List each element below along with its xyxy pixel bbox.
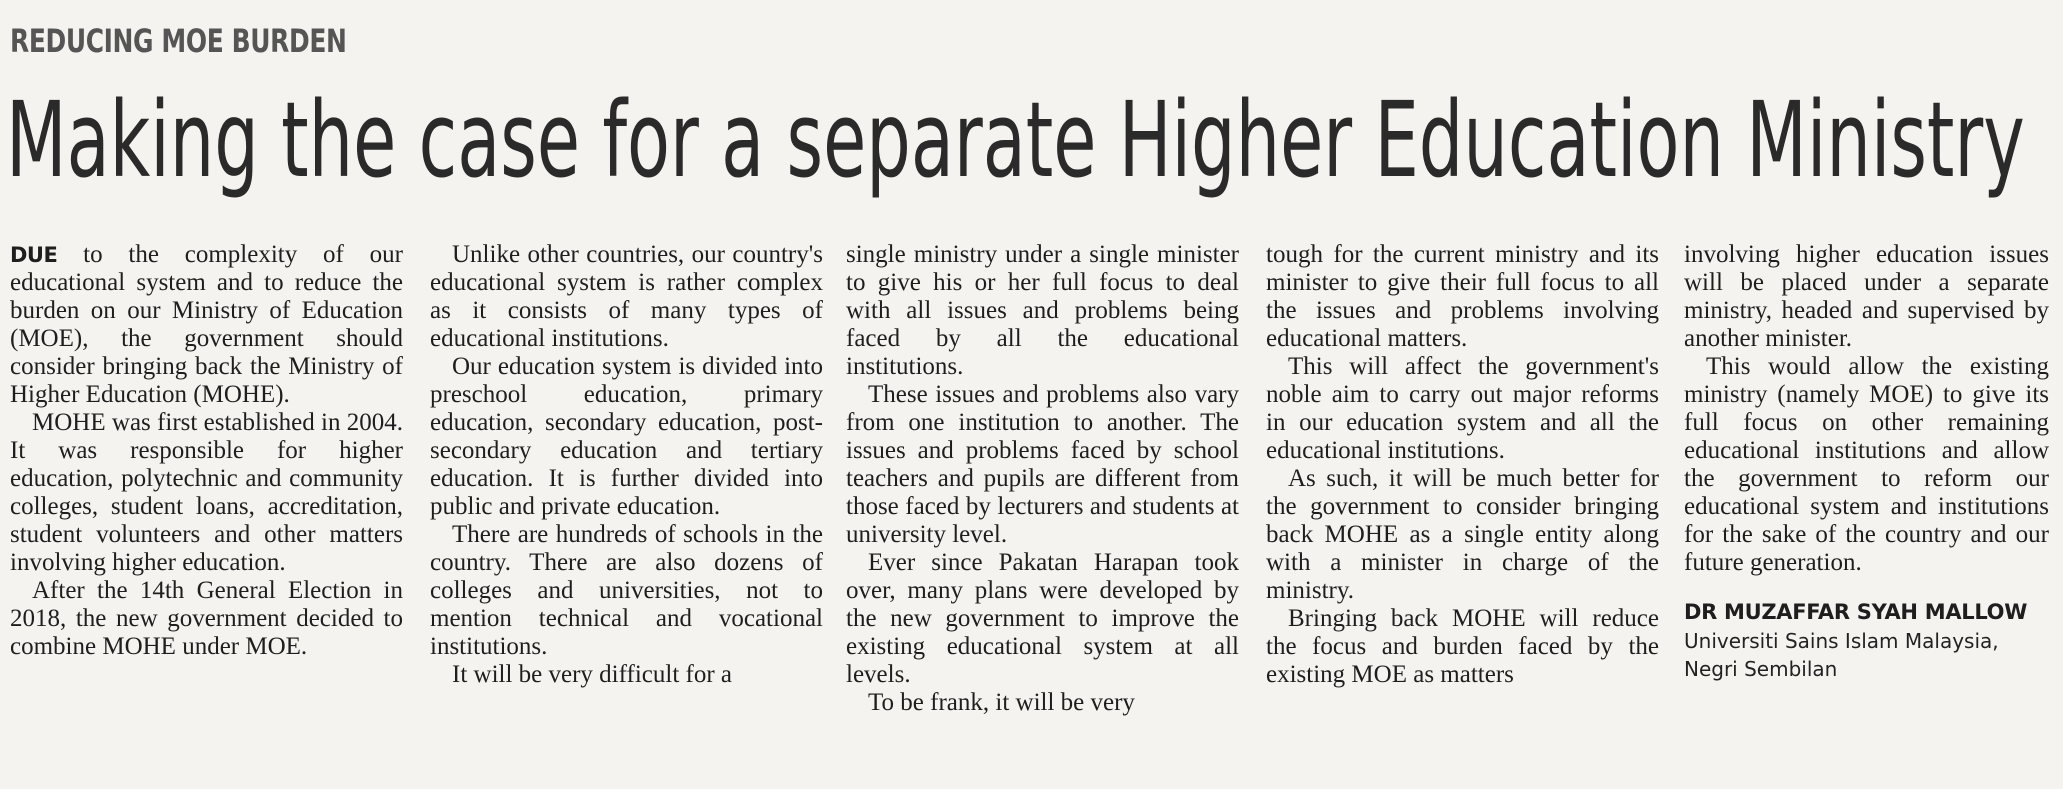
paragraph: It will be very difficult for a: [452, 661, 733, 688]
paragraph: These issues and problems also vary from one institution to another. The issues and problems faced by school teachers and pupils are different from those faced by lecturers and students at university level.: [846, 381, 1239, 548]
article-column-4: [1266, 241, 1659, 689]
byline-author: DR MUZAFFAR SYAH MALLOW: [1684, 600, 2028, 624]
kicker: REDUCING MOE BURDEN: [10, 22, 347, 60]
paragraph: Ever since Pakatan Harapan took over, many plans were developed by the new government to improve the existing educational system at all levels.: [846, 549, 1239, 688]
paragraph: This would allow the existing ministry (namely MOE) to give its full focus on other remaining educational institutions and allow the government to reform our educational system and institutions for the sake of the country and our future generation.: [1684, 353, 2049, 576]
paragraph: single ministry under a single minister to give his or her full focus to deal with all issues and problems being faced by all the educational institutions.: [846, 241, 1239, 380]
paragraph: After the 14th General Election in 2018, the new government decided to combine MOHE under MOE.: [10, 577, 403, 660]
paragraph: Bringing back MOHE will reduce the focus and burden faced by the existing MOE as matters: [1266, 605, 1659, 688]
affiliation-line: Universiti Sains Islam Malaysia,: [1684, 629, 1999, 653]
article-column-1: [10, 241, 403, 661]
paragraph: To be frank, it will be very: [868, 689, 1135, 716]
headline: Making the case for a separate Higher Education Ministry: [6, 79, 2025, 201]
byline-affiliation: [1684, 627, 2049, 683]
paragraph: involving higher education issues will be placed under a separate ministry, headed and supervised by another minister.: [1684, 241, 2049, 352]
article-column-3: [846, 241, 1239, 717]
paragraph: tough for the current ministry and its minister to give their full focus to all the issues and problems involving educational matters.: [1266, 241, 1659, 352]
paragraph: This will affect the government's noble aim to carry out major reforms in our education system and all the educational institutions.: [1266, 353, 1659, 464]
affiliation-line: Negri Sembilan: [1684, 657, 1838, 681]
lead-word: DUE: [10, 243, 58, 267]
paragraph: As such, it will be much better for the government to consider bringing back MOHE as a single entity along with a minister in charge of the ministry.: [1266, 465, 1659, 604]
paragraph: MOHE was first established in 2004. It was responsible for higher education, polytechnic and community colleges, student loans, accreditation, student volunteers and other matters involving higher education.: [10, 409, 403, 576]
paragraph: Our education system is divided into preschool education, primary education, secondary education, post-secondary education and tertiary education. It is further divided into public and private education.: [430, 353, 823, 520]
article-column-5: [1684, 241, 2049, 683]
paragraph: There are hundreds of schools in the country. There are also dozens of colleges and universities, not to mention technical and vocational institutions.: [430, 521, 823, 660]
paragraph: [10, 241, 403, 409]
paragraph: Unlike other countries, our country's educational system is rather complex as it consists of many types of educational institutions.: [430, 241, 823, 352]
paragraph-text: to the complexity of our educational system and to reduce the burden on our Ministry of Education (MOE), the government should consider bringing back the Ministry of Higher Education (MOHE).: [10, 241, 403, 408]
article-column-2: [430, 241, 823, 689]
